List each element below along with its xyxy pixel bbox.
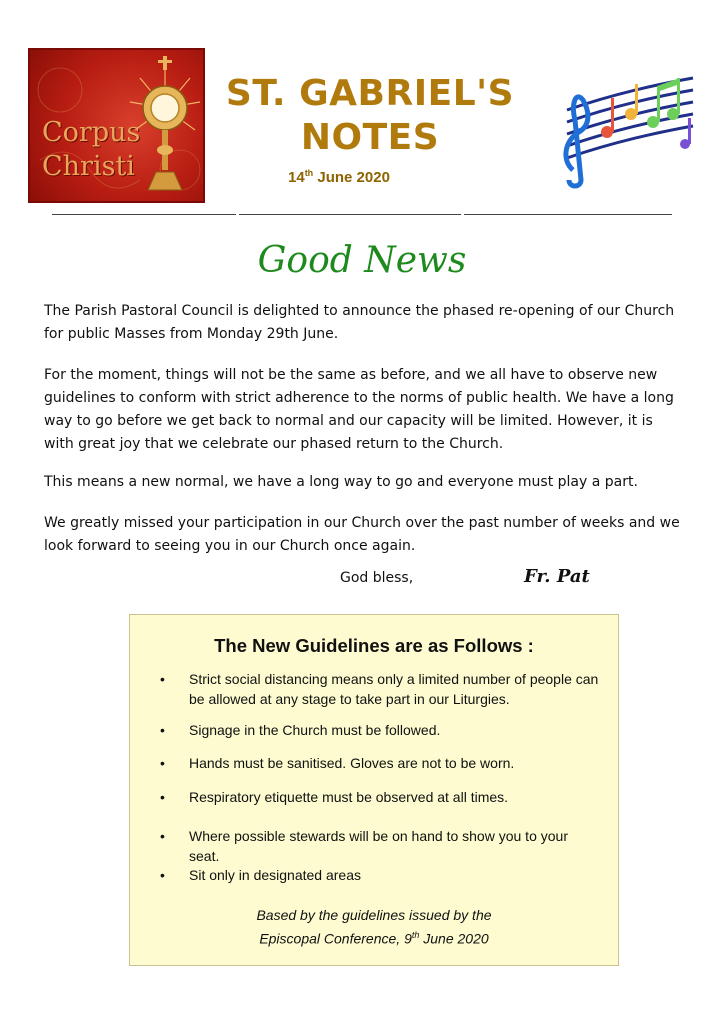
headline: Good News: [257, 240, 467, 281]
bullet-icon: •: [160, 867, 165, 883]
guideline-item: [160, 720, 600, 740]
guideline-text: Respiratory etiquette must be observed at all times.: [189, 789, 509, 805]
guideline-text: Signage in the Church must be followed.: [189, 722, 441, 738]
music-staff-icon: [545, 70, 695, 190]
guideline-item: [160, 669, 600, 709]
paragraph-reopening: The Parish Pastoral Council is delighted to announce the phased re-opening of our Church for public Masses from Monday 29th June.: [44, 303, 675, 342]
header-rule-middle: [239, 214, 461, 215]
bullet-icon: •: [160, 828, 165, 844]
guideline-item: [160, 753, 600, 773]
guideline-text: Hands must be sanitised. Gloves are not to be worn.: [189, 755, 515, 771]
issue-date: [288, 168, 390, 186]
date-day: 14: [288, 169, 305, 186]
date-rest: June 2020: [317, 169, 390, 186]
guidelines-title: The New Guidelines are as Follows :: [214, 635, 534, 656]
guideline-item: [160, 787, 600, 807]
guideline-item: [160, 826, 600, 866]
corpus-christi-logo: [28, 48, 205, 203]
bullet-icon: •: [160, 755, 165, 771]
guideline-text: Strict social distancing means only a limited number of people can be allowed at any stage to take part in our Liturgies.: [189, 671, 599, 707]
logo-text-line1: Corpus: [42, 117, 141, 148]
title-line-2: NOTES: [300, 117, 440, 158]
signature: Fr. Pat: [524, 566, 590, 587]
paragraph-missed-you: We greatly missed your participation in our Church over the past number of weeks and we look forward to seeing you in our Church once again.: [44, 515, 680, 554]
note-line-1: Based by the guidelines issued by the: [256, 907, 492, 923]
note-line-2: [130, 925, 618, 949]
signoff: God bless,: [340, 570, 414, 586]
date-suffix: th: [304, 168, 314, 178]
guideline-text: Sit only in designated areas: [189, 867, 361, 883]
paragraph-guidelines: For the moment, things will not be the same as before, and we all have to observe new guidelines to conform with strict adherence to the norms of public health. We have a long way to go before we get back to normal and our capacity will be limited. However, it is with great joy that we celebrate our phased return to the Church.: [44, 367, 674, 452]
bullet-icon: •: [160, 789, 165, 805]
guideline-text: Where possible stewards will be on hand to show you to your seat.: [189, 828, 568, 864]
note-line-2-a: Episcopal Conference, 9: [259, 930, 412, 947]
bullet-icon: •: [160, 671, 165, 687]
header-rule-left: [52, 214, 236, 215]
note-line-2-b: June 2020: [419, 930, 489, 947]
guidelines-source-note: [130, 905, 618, 949]
logo-text-line2: Christi: [42, 151, 135, 182]
newsletter-title: [205, 72, 535, 160]
bullet-icon: •: [160, 722, 165, 738]
guidelines-box: [129, 614, 619, 966]
guideline-item: [160, 865, 600, 885]
title-line-1: ST. GABRIEL'S: [225, 73, 515, 114]
paragraph-new-normal: This means a new normal, we have a long way to go and everyone must play a part.: [44, 474, 638, 490]
note-line-2-sup: th: [411, 930, 420, 940]
header-rule-right: [464, 214, 672, 215]
